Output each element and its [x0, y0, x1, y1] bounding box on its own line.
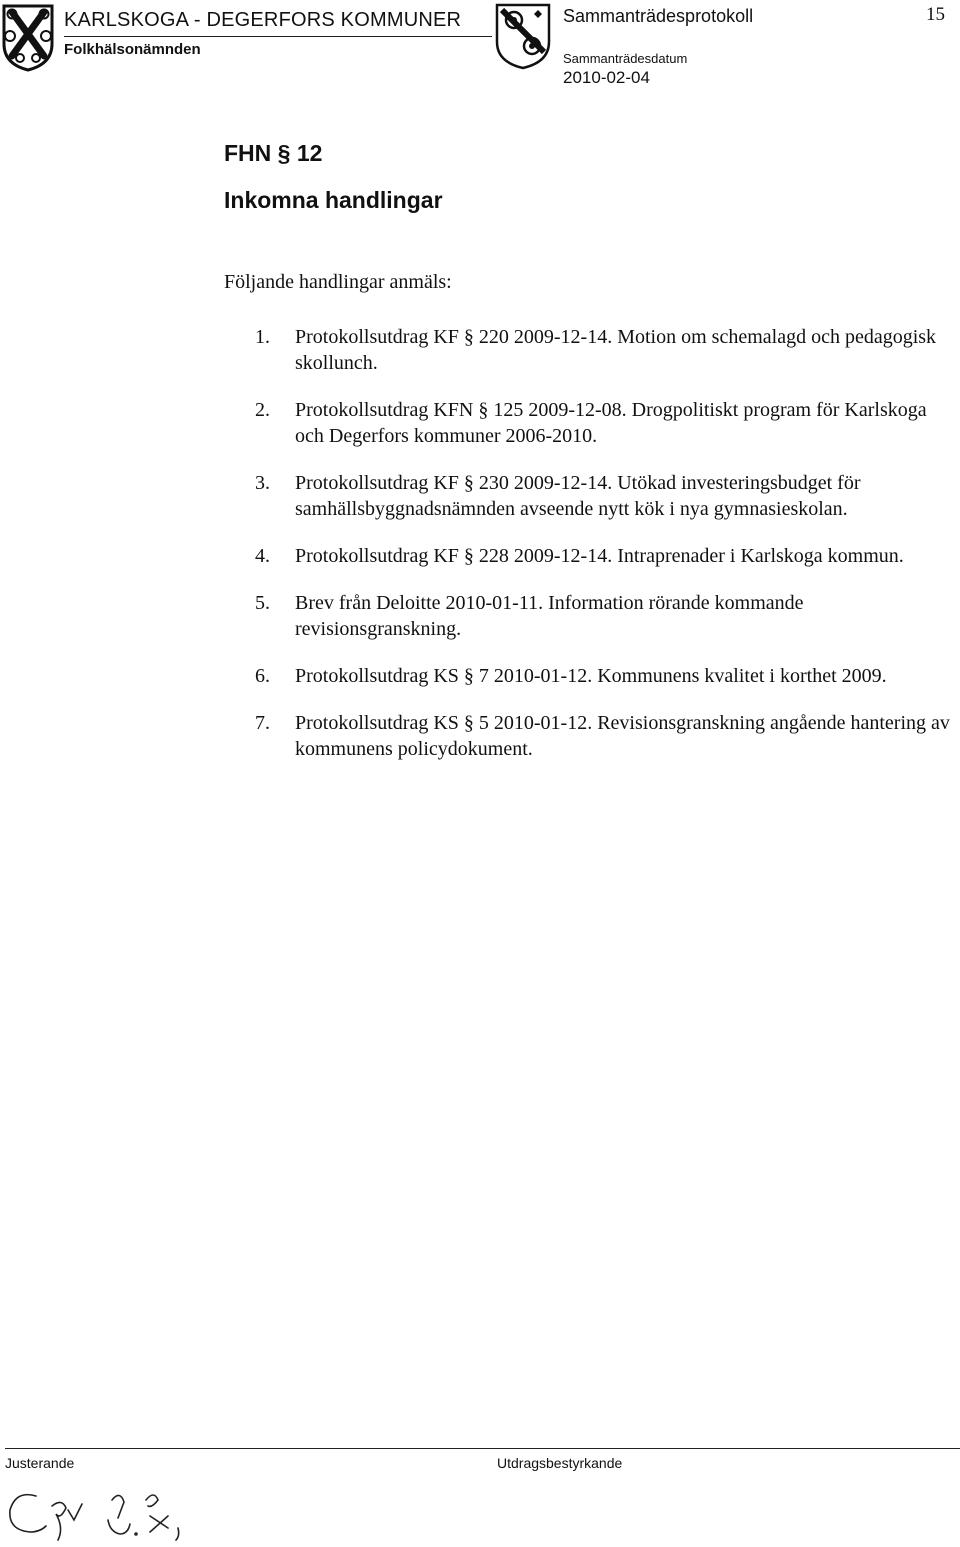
- committee-name: Folkhälsonämnden: [64, 41, 201, 58]
- list-item: [255, 543, 955, 569]
- document-list: [255, 324, 955, 783]
- list-item-text: Protokollsutdrag KFN § 125 2009-12-08. Drogpolitiskt program för Karlskoga och Degerfors kommuner 2006-2010.: [295, 399, 927, 447]
- page-title: Inkomna handlingar: [224, 187, 443, 213]
- list-item: [255, 663, 955, 689]
- adjuster-label: Justerande: [5, 1455, 75, 1471]
- list-item: [255, 470, 955, 522]
- list-item: [255, 710, 955, 762]
- list-item-text: Brev från Deloitte 2010-01-11. Information rörande kommande revisionsgranskning.: [295, 592, 804, 640]
- list-item-text: Protokollsutdrag KS § 5 2010-01-12. Revisionsgranskning angående hantering av kommunens policydokument.: [295, 712, 950, 760]
- page-number: 15: [926, 4, 945, 25]
- list-item-number: 6.: [255, 665, 270, 687]
- list-item-text: Protokollsutdrag KF § 220 2009-12-14. Motion om schemalagd och pedagogisk skollunch.: [295, 326, 937, 374]
- header-divider: [64, 36, 492, 37]
- list-item-number: 3.: [255, 472, 270, 494]
- document-type: Sammanträdesprotokoll: [563, 6, 754, 26]
- handwritten-signature-icon: [0, 1472, 250, 1542]
- intro-text: Följande handlingar anmäls:: [224, 271, 452, 293]
- list-item-text: Protokollsutdrag KS § 7 2010-01-12. Kommunens kvalitet i korthet 2009.: [295, 665, 887, 687]
- list-item: [255, 397, 955, 449]
- list-item: [255, 590, 955, 642]
- meeting-date-value: 2010-02-04: [563, 68, 650, 87]
- list-item-text: Protokollsutdrag KF § 230 2009-12-14. Utökad investeringsbudget för samhällsbyggnadsnämnden avseende nytt kök i nya gymnasieskolan.: [295, 472, 861, 520]
- extract-certifier-label: Utdragsbestyrkande: [497, 1455, 623, 1471]
- paragraph-heading: FHN § 12: [224, 140, 323, 166]
- municipal-shield-logo-icon: [494, 2, 552, 70]
- footer-divider: [5, 1448, 960, 1449]
- list-item: [255, 324, 955, 376]
- organization-name: KARLSKOGA - DEGERFORS KOMMUNER: [64, 9, 462, 31]
- list-item-number: 2.: [255, 399, 270, 421]
- list-item-text: Protokollsutdrag KF § 228 2009-12-14. Intraprenader i Karlskoga kommun.: [295, 545, 904, 567]
- meeting-date-label: Sammanträdesdatum: [563, 51, 688, 66]
- coat-of-arms-logo-icon: [0, 2, 56, 72]
- list-item-number: 5.: [255, 592, 270, 614]
- list-item-number: 4.: [255, 545, 270, 567]
- list-item-number: 7.: [255, 712, 270, 734]
- list-item-number: 1.: [255, 326, 270, 348]
